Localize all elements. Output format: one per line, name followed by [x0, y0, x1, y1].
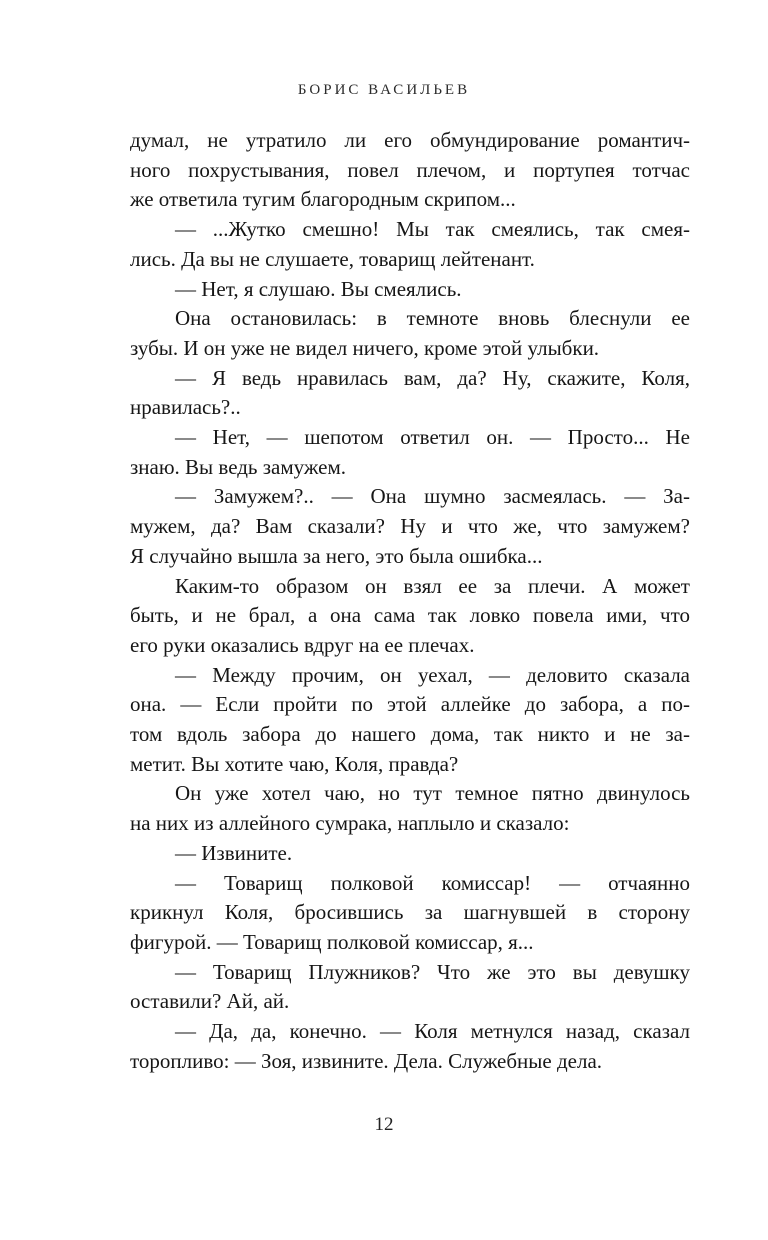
text-line: ного похрустывания, повел плечом, и портупея тотчас [130, 157, 690, 182]
text-line: — ...Жутко смешно! Мы так смеялись, так смея- [175, 217, 690, 242]
text-line: — Товарищ полковой комиссар! — отчаянно [175, 870, 690, 895]
text-line: — Я ведь нравилась вам, да? Ну, скажите, Коля, [175, 365, 690, 390]
text-line: Каким-то образом он взял ее за плечи. А может [175, 573, 690, 598]
text-line: Она остановилась: в темноте вновь блеснули ее [175, 306, 690, 331]
text-line: том вдоль забора до нашего дома, так никто и не за- [130, 722, 690, 747]
text-line: зубы. И он уже не видел ничего, кроме этой улыбки. [130, 335, 600, 360]
text-line: быть, и не брал, а она сама так ловко повела ими, что [130, 603, 690, 628]
text-line: — Извините. [175, 840, 293, 865]
text-line: — Замужем?.. — Она шумно засмеялась. — За- [175, 484, 690, 509]
text-line: мужем, да? Вам сказали? Ну и что же, что замужем? [130, 514, 690, 539]
page-number: 12 [374, 1114, 394, 1135]
text-line: фигурой. — Товарищ полковой комиссар, я... [130, 929, 534, 954]
text-line: его руки оказались вдруг на ее плечах. [130, 632, 475, 657]
text-line: на них из аллейного сумрака, наплыло и сказало: [130, 811, 570, 836]
text-line: метит. Вы хотите чаю, Коля, правда? [130, 751, 459, 776]
text-line: лись. Да вы не слушаете, товарищ лейтенант. [130, 246, 535, 271]
text-line: Я случайно вышла за него, это была ошибка... [130, 543, 543, 568]
text-line: же ответила тугим благородным скрипом... [130, 187, 516, 212]
text-line: нравилась?.. [130, 395, 241, 420]
text-line: крикнул Коля, бросившись за шагнувшей в сторону [130, 900, 690, 925]
text-line: — Между прочим, он уехал, — деловито сказала [175, 662, 690, 687]
running-header: БОРИС ВАСИЛЬЕВ [297, 82, 471, 98]
text-line: она. — Если пройти по этой аллейке до забора, а по- [130, 692, 690, 717]
text-line: — Нет, — шепотом ответил он. — Просто... Не [175, 425, 690, 450]
text-line: знаю. Вы ведь замужем. [130, 454, 346, 479]
text-line: думал, не утратило ли его обмундирование романтич- [130, 128, 690, 152]
text-line: оставили? Ай, ай. [130, 989, 290, 1014]
text-line: — Нет, я слушаю. Вы смеялись. [175, 276, 462, 301]
text-line: — Да, да, конечно. — Коля метнулся назад, сказал [175, 1019, 690, 1044]
text-line: — Товарищ Плужников? Что же это вы девушку [175, 959, 690, 984]
text-line: торопливо: — Зоя, извините. Дела. Служебные дела. [130, 1048, 603, 1073]
text-line: Он уже хотел чаю, но тут темное пятно двинулось [175, 781, 690, 806]
text-block [130, 126, 690, 1077]
